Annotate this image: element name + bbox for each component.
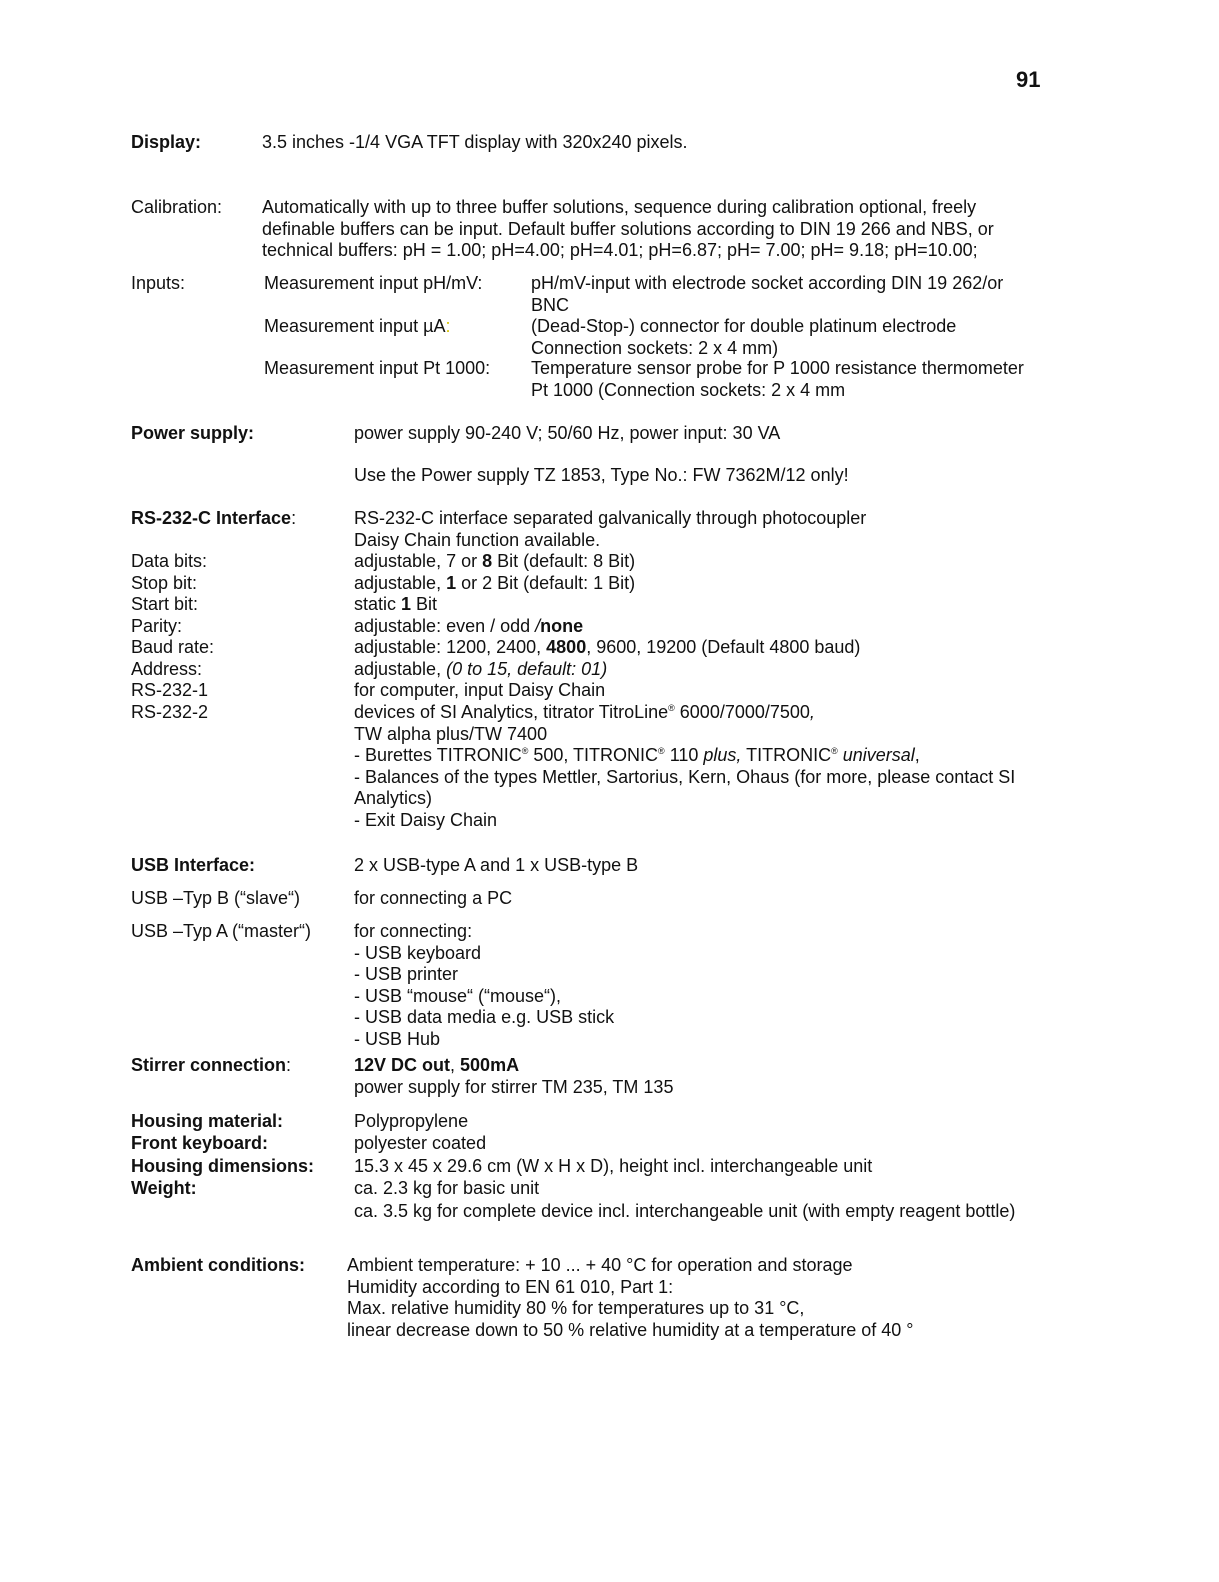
page-number: 91: [1016, 67, 1041, 92]
address-value: [354, 659, 607, 681]
rs232-desc-line: Daisy Chain function available.: [354, 529, 601, 550]
usb-typ-a-line: - USB “mouse“ (“mouse“),: [354, 985, 562, 1006]
registered-mark: ®: [658, 746, 665, 756]
value-text: or 2 Bit (default: 1 Bit): [456, 572, 636, 593]
rs232-2-line: [354, 745, 1015, 767]
weight-line: ca. 2.3 kg for basic unit: [354, 1178, 540, 1198]
value-bold: 1: [446, 572, 457, 593]
input-ph-name: Measurement input pH/mV:: [264, 273, 483, 293]
value-text: 500, TITRONIC: [528, 745, 659, 765]
input-ua-colon: :: [445, 316, 451, 336]
ambient-line: Ambient temperature: + 10 ... + 40 °C for operation and storage: [347, 1255, 853, 1275]
value-italic: /: [535, 615, 541, 636]
ambient-value: [347, 1255, 914, 1341]
rs232-2-line: [354, 702, 1015, 724]
usb-typ-a-line: - USB data media e.g. USB stick: [354, 1007, 615, 1027]
calibration-line: definable buffers can be input. Default buffer solutions according to DIN 19 266 and NBS, or: [262, 218, 994, 239]
ambient-line: Humidity according to EN 61 010, Part 1:: [347, 1276, 674, 1297]
inputs-label: Inputs:: [131, 273, 186, 293]
value-bold: 8: [482, 551, 493, 571]
stop-bit-value: [354, 573, 635, 595]
value-text: 6000/7000/7500: [674, 702, 810, 722]
rs232-2-line: - Balances of the types Mettler, Sartorius, Kern, Ohaus (for more, please contact SI: [354, 766, 1016, 787]
display-label: Display:: [131, 132, 202, 152]
value-text: 110: [664, 745, 704, 765]
usb-typ-b-label: USB –Typ B (“slave“): [131, 888, 301, 908]
value-bold: none: [540, 615, 584, 636]
value-text: TITRONIC: [741, 745, 832, 765]
front-keyboard-value: polyester coated: [354, 1133, 487, 1153]
stirrer-line: power supply for stirrer TM 235, TM 135: [354, 1076, 674, 1097]
stirrer-line: [354, 1055, 673, 1077]
calibration-line: Automatically with up to three buffer solutions, sequence during calibration optional, freely: [262, 197, 977, 217]
input-ua-desc: [531, 316, 956, 359]
housing-dimensions-label: Housing dimensions:: [131, 1155, 315, 1176]
data-bits-label: Data bits:: [131, 551, 208, 571]
input-desc-line: BNC: [531, 294, 570, 315]
housing-material-value: Polypropylene: [354, 1111, 469, 1131]
input-desc-line: (Dead-Stop-) connector for double platinum electrode: [531, 316, 957, 336]
usb-typ-a-line: - USB Hub: [354, 1028, 441, 1049]
registered-mark: ®: [521, 746, 529, 756]
housing-dimensions-value: 15.3 x 45 x 29.6 cm (W x H x D), height incl. interchangeable unit: [354, 1155, 873, 1176]
start-bit-value: [354, 594, 437, 616]
input-ph-desc: [531, 273, 1003, 316]
usb-typ-a-line: for connecting:: [354, 921, 473, 941]
value-italic: plus,: [703, 745, 742, 765]
baud-rate-label: Baud rate:: [131, 637, 215, 657]
baud-rate-value: [354, 637, 860, 659]
input-desc-line: Pt 1000 (Connection sockets: 2 x 4 mm: [531, 379, 846, 400]
stirrer-label: [131, 1055, 291, 1077]
rs232-label-colon: :: [291, 508, 297, 528]
value-text: adjustable: even / odd: [354, 615, 536, 636]
value-text: devices of SI Analytics, titrator TitroLine: [354, 702, 669, 722]
value-bold: 1: [401, 594, 412, 614]
rs232-2-line: - Exit Daisy Chain: [354, 809, 498, 830]
rs232-2-value: [354, 702, 1015, 831]
front-keyboard-label: Front keyboard:: [131, 1133, 269, 1153]
value-text: ,: [450, 1055, 461, 1075]
input-ua-name-text: Measurement input µA: [264, 316, 446, 336]
data-bits-value: [354, 551, 635, 573]
usb-typ-a-line: - USB keyboard: [354, 942, 482, 963]
weight-line: ca. 3.5 kg for complete device incl. interchangeable unit (with empty reagent bottle): [354, 1200, 1016, 1221]
stop-bit-label: Stop bit:: [131, 572, 198, 593]
value-text: ,: [914, 745, 920, 765]
registered-mark: ®: [668, 703, 675, 713]
usb-value: 2 x USB-type A and 1 x USB-type B: [354, 855, 639, 875]
stirrer-value: [354, 1055, 673, 1098]
rs232-1-label: RS-232-1: [131, 680, 209, 700]
value-bold: 4800: [546, 637, 587, 657]
value-text: Bit: [411, 594, 438, 614]
value-text: - Burettes TITRONIC: [354, 745, 522, 765]
power-supply-value: power supply 90-240 V; 50/60 Hz, power input: 30 VA: [354, 423, 781, 443]
rs232-1-value: for computer, input Daisy Chain: [354, 680, 606, 700]
rs232-label: [131, 508, 296, 530]
ambient-line: Max. relative humidity 80 % for temperatures up to 31 °C,: [347, 1298, 805, 1318]
parity-label: Parity:: [131, 615, 183, 636]
stirrer-label-text: Stirrer connection: [131, 1055, 287, 1075]
value-bold: 12V DC out: [354, 1055, 451, 1075]
value-text: static: [354, 594, 402, 614]
calibration-text: [262, 197, 994, 262]
value-italic: ,: [809, 702, 815, 722]
input-desc-line: Temperature sensor probe for P 1000 resistance thermometer: [531, 358, 1024, 378]
rs232-desc-line: RS-232-C interface separated galvanically through photocoupler: [354, 508, 867, 528]
parity-value: [354, 616, 583, 638]
calibration-label: Calibration:: [131, 197, 223, 217]
rs232-label-text: RS-232-C Interface: [131, 508, 292, 528]
rs232-2-line: Analytics): [354, 788, 433, 808]
input-pt-name: Measurement input Pt 1000:: [264, 358, 491, 378]
ambient-label: Ambient conditions:: [131, 1255, 305, 1275]
stirrer-label-colon: :: [286, 1055, 292, 1075]
value-italic: universal: [837, 745, 915, 765]
input-pt-desc: [531, 358, 1024, 401]
usb-typ-b-value: for connecting a PC: [354, 888, 513, 908]
value-text: adjustable, 7 or: [354, 551, 483, 571]
start-bit-label: Start bit:: [131, 594, 199, 614]
usb-label: USB Interface:: [131, 855, 256, 875]
calibration-line: technical buffers: pH = 1.00; pH=4.00; pH=4.01; pH=6.87; pH= 7.00; pH= 9.18; pH=10.00;: [262, 240, 978, 260]
weight-label: Weight:: [131, 1178, 197, 1198]
value-text: adjustable,: [354, 658, 447, 679]
input-desc-line: pH/mV-input with electrode socket according DIN 19 262/or: [531, 273, 1004, 293]
usb-typ-a-label: USB –Typ A (“master“): [131, 921, 312, 941]
value-text: adjustable: 1200, 2400,: [354, 637, 547, 657]
value-text: adjustable,: [354, 572, 447, 593]
value-bold: 500mA: [460, 1055, 520, 1075]
value-text: , 9600, 19200 (Default 4800 baud): [586, 637, 861, 657]
usb-typ-a-line: - USB printer: [354, 964, 459, 984]
rs232-desc: [354, 508, 866, 551]
rs232-2-line: TW alpha plus/TW 7400: [354, 723, 548, 744]
housing-material-label: Housing material:: [131, 1111, 284, 1131]
rs232-2-label: RS-232-2: [131, 702, 209, 722]
value-italic: (0 to 15, default: 01): [446, 658, 608, 679]
input-ua-name: [264, 316, 450, 338]
power-supply-label: Power supply:: [131, 423, 255, 443]
display-value: 3.5 inches -1/4 VGA TFT display with 320x240 pixels.: [262, 132, 688, 152]
ambient-line: linear decrease down to 50 % relative humidity at a temperature of 40 °: [347, 1319, 914, 1340]
input-desc-line: Connection sockets: 2 x 4 mm): [531, 337, 779, 358]
address-label: Address:: [131, 658, 203, 679]
usb-typ-a-value: [354, 921, 614, 1050]
registered-mark: ®: [831, 746, 838, 756]
power-supply-note: Use the Power supply TZ 1853, Type No.: FW 7362M/12 only!: [354, 465, 849, 485]
weight-value: [354, 1178, 1015, 1222]
value-text: Bit (default: 8 Bit): [492, 551, 636, 571]
